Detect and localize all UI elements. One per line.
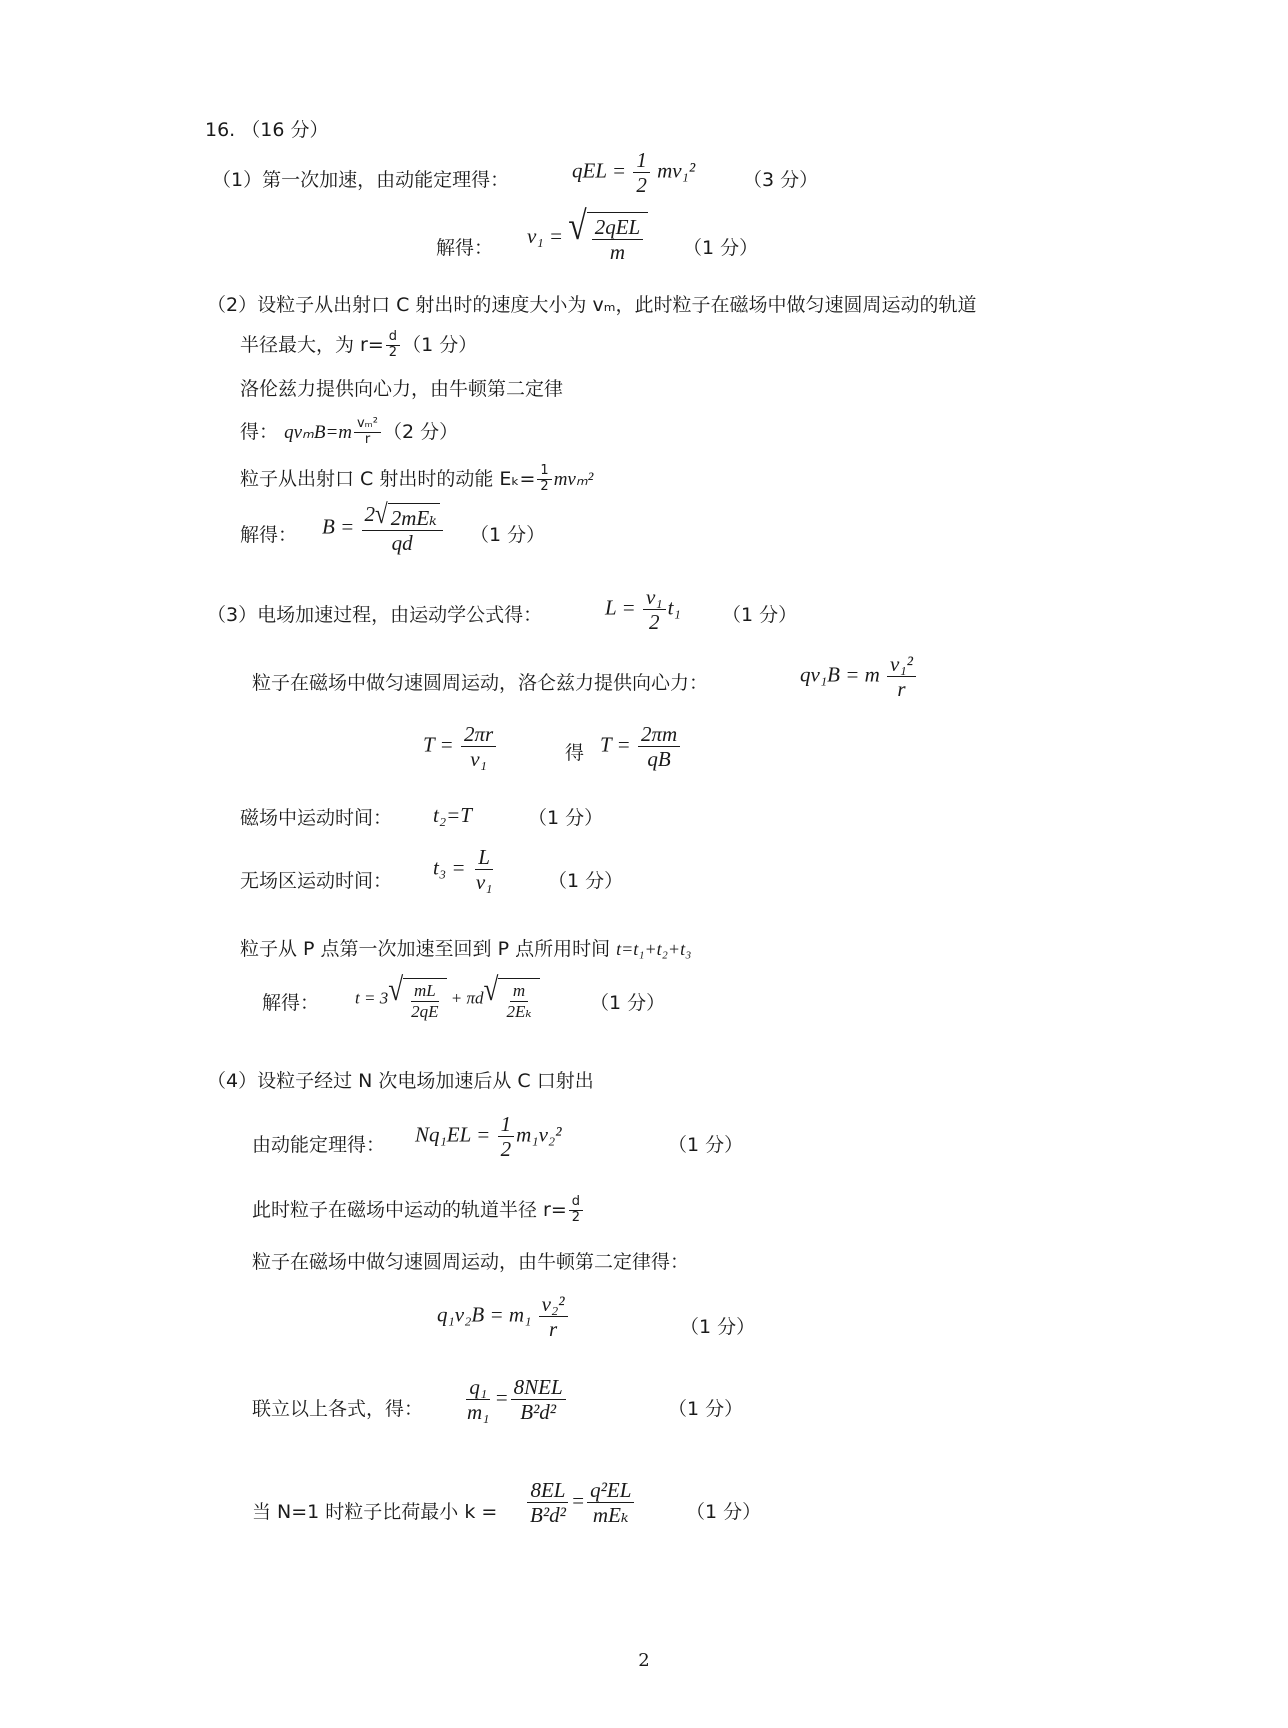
part2-line6-frac <box>362 497 443 555</box>
part4-line6-eq-sign: = <box>494 1385 509 1410</box>
part4-line7-eq-sign: = <box>570 1488 586 1513</box>
part4-line5-den: r <box>549 1317 558 1342</box>
part4-line5-num: v₂² <box>539 1292 568 1317</box>
part3-line5-text: 粒子从 P 点第一次加速至回到 P 点所用时间 <box>240 938 611 960</box>
part1-eq1-rhs: mv₁² <box>657 158 696 183</box>
part3-line4: 无场区运动时间： <box>240 870 393 892</box>
part2-line5-den: 2 <box>540 479 549 494</box>
part3-eq3b-frac <box>638 722 680 771</box>
part4-line6-score: （1 分） <box>668 1398 744 1420</box>
part2-line4-lhs: qvₘB=m <box>284 422 352 443</box>
part4-line5-eq <box>437 1292 570 1341</box>
part2-line6-lhs: B = <box>322 514 355 539</box>
part3-line5-eq: t=t₁+t₂+t₃ <box>616 939 692 959</box>
part2-line6-rad: 2mEₖ <box>388 503 440 530</box>
part3-line6-num2: m <box>510 981 528 1002</box>
part3-eq2-frac <box>887 652 916 701</box>
part4-line6-den1: m₁ <box>467 1400 490 1425</box>
part3-eq3-den: v₁ <box>470 747 487 772</box>
part4-line5-frac <box>539 1292 568 1341</box>
part3-line6-mid: + πd <box>450 988 484 1008</box>
part3-line5 <box>240 934 691 961</box>
part3-line6-num1: mL <box>411 981 439 1002</box>
part2-line2-den: 2 <box>388 345 398 360</box>
part3-line2: 粒子在磁场中做匀速圆周运动，洛仑兹力提供向心力： <box>252 672 709 694</box>
part3-line4-den: v₁ <box>475 870 493 895</box>
part4-line7-num2: q²EL <box>587 1478 634 1503</box>
part2-line5 <box>240 464 593 495</box>
part1-eq1 <box>572 148 695 197</box>
part3-eq1-score: （1 分） <box>722 604 798 626</box>
question-header: 16. （16 分） <box>205 119 329 141</box>
part3-eq2-lhs: qv₁B = m <box>800 662 880 687</box>
part3-line6-frac1 <box>408 981 441 1021</box>
part2-line6-label: 解得： <box>240 524 298 546</box>
part4-line7: 当 N=1 时粒子比荷最小 k = <box>252 1501 498 1523</box>
part3-line6-lhs: t = 3 <box>355 988 389 1008</box>
part2-line6-den: qd <box>391 530 413 555</box>
part1-eq1-lhs: qEL = <box>572 158 627 183</box>
part1-sol-label: 解得： <box>436 237 494 259</box>
part3-line6-den1: 2qE <box>411 1001 439 1021</box>
part1-sol-num: 2qEL <box>592 215 644 240</box>
part3-line3-score: （1 分） <box>528 807 604 829</box>
part2-line4-score: （2 分） <box>383 421 459 443</box>
part1-sol-frac <box>592 215 644 264</box>
part3-eq1-num: v₁ <box>643 585 666 610</box>
part1-eq1-den: 2 <box>636 173 647 198</box>
part2-line2 <box>240 330 477 361</box>
part3-eq3b <box>600 722 682 771</box>
part2-line1: （2）设粒子从出射口 C 射出时的速度大小为 vₘ，此时粒子在磁场中做匀速圆周运动的轨道 <box>207 294 977 316</box>
part3-eq1-den: 2 <box>649 610 660 635</box>
part3-line6-frac2 <box>503 981 534 1021</box>
part1-sol-score: （1 分） <box>683 237 759 259</box>
part3-line6-den2: 2Eₖ <box>506 1001 532 1021</box>
part3-eq2-num: v₁² <box>887 652 916 677</box>
part4-line2-num: 1 <box>498 1112 515 1137</box>
part3-eq1-lhs: L = <box>605 595 636 620</box>
part4-line2-frac <box>498 1112 515 1161</box>
part3-eq1 <box>605 585 681 634</box>
part2-line2-prefix: 半径最大，为 r= <box>240 334 384 356</box>
part3-line3: 磁场中运动时间： <box>240 807 393 829</box>
part4-line7-eq <box>525 1478 636 1527</box>
part4-line2: 由动能定理得： <box>252 1134 386 1156</box>
part4-line5-score: （1 分） <box>680 1316 756 1338</box>
part3-line4-frac <box>473 845 496 894</box>
part4-line2-den: 2 <box>500 1137 512 1162</box>
part2-line2-num: d <box>386 330 400 346</box>
part4-line6-frac2 <box>511 1375 566 1424</box>
part1-eq1-frac <box>633 148 650 197</box>
part1-eq1-score: （3 分） <box>743 169 819 191</box>
part4-line5-lhs: q₁v₂B = m₁ <box>437 1302 532 1327</box>
part3-line4-score: （1 分） <box>548 870 624 892</box>
part4-line6-eq <box>462 1375 568 1424</box>
part3-line6-sqrt1: √ $\frac{mL}{2qE}$ <box>388 978 446 1021</box>
part1-label: （1）第一次加速，由动能定理得： <box>212 169 510 191</box>
part4-line7-frac1 <box>527 1478 569 1527</box>
part2-line6 <box>322 497 445 555</box>
part1-sol-lhs: v₁ = <box>527 223 564 248</box>
part4-line2-rhs: m₁v₂² <box>516 1122 562 1147</box>
part2-line5-prefix: 粒子从出射口 C 射出时的动能 Eₖ= <box>240 468 536 490</box>
part4-line3-frac <box>569 1195 583 1226</box>
part3-eq1-frac <box>643 585 666 634</box>
part1-sol <box>527 204 648 265</box>
part3-eq3-mid: 得 <box>565 742 585 764</box>
part4-line3-den: 2 <box>571 1210 581 1225</box>
part3-eq2 <box>800 652 918 701</box>
part2-line6-num <box>362 497 443 531</box>
part3-line6-sqrt2: √ $\frac{m}{\text{2Eₖ}}$ <box>484 978 540 1021</box>
part4-line2-score: （1 分） <box>668 1134 744 1156</box>
part2-line3: 洛伦兹力提供向心力，由牛顿第二定律 <box>240 378 564 400</box>
part3-eq3-lhs: T = <box>423 732 454 757</box>
part2-line5-num: 1 <box>537 464 551 480</box>
page-number: 2 <box>638 1650 650 1671</box>
part2-line2-frac <box>386 330 400 361</box>
part4-line3-prefix: 此时粒子在磁场中运动的轨道半径 r= <box>252 1199 567 1221</box>
part4-line7-score: （1 分） <box>686 1501 762 1523</box>
part3-eq3b-num: 2πm <box>638 722 680 747</box>
part1-sol-sqrt: √ $\frac{\text{2qEL}}{m}$ <box>568 212 648 264</box>
part4-line2-eq <box>415 1112 562 1161</box>
part2-line4-num: vₘ² <box>354 417 381 433</box>
part4-line6-num1: q₁ <box>466 1375 490 1400</box>
part4-line1: （4）设粒子经过 N 次电场加速后从 C 口射出 <box>207 1070 594 1092</box>
part3-eq3-num: 2πr <box>461 722 496 747</box>
part1-sol-den: m <box>609 240 626 265</box>
part2-line4-frac <box>354 417 381 448</box>
part4-line7-frac2 <box>587 1478 634 1527</box>
part3-eq3b-lhs: T = <box>600 732 631 757</box>
part4-line4: 粒子在磁场中做匀速圆周运动，由牛顿第二定律得： <box>252 1251 690 1273</box>
part3-eq2-den: r <box>897 677 906 702</box>
part3-eq3-frac <box>461 722 496 771</box>
part3-eq3b-den: qB <box>647 747 671 772</box>
part4-line2-lhs: Nq₁EL = <box>415 1122 491 1147</box>
part4-line6: 联立以上各式，得： <box>252 1398 424 1420</box>
part4-line7-num1: 8EL <box>527 1478 568 1503</box>
part2-line6-score: （1 分） <box>470 524 546 546</box>
part2-line6-sqrt: √ 2mEₖ <box>375 503 440 530</box>
part3-eq3 <box>423 722 498 771</box>
part4-line7-den2: mEₖ <box>592 1503 629 1528</box>
part4-line6-num2: 8NEL <box>511 1375 566 1400</box>
part2-line5-rhs: mvₘ² <box>553 469 594 490</box>
part3-line6-score: （1 分） <box>590 992 666 1014</box>
part2-line4 <box>240 417 458 448</box>
part3-line4-num: L <box>475 845 493 870</box>
part3-line6-label: 解得： <box>262 992 320 1014</box>
part4-line6-frac1 <box>464 1375 492 1424</box>
part2-line6-coef: 2 <box>364 502 375 526</box>
part3-line4-eq <box>433 845 497 894</box>
part4-line3 <box>252 1195 585 1226</box>
part2-line2-score: （1 分） <box>402 334 478 356</box>
part3-line6-eq <box>355 971 540 1021</box>
part3-line1: （3）电场加速过程，由运动学公式得： <box>207 604 543 626</box>
part3-eq1-rhs: t₁ <box>667 595 681 620</box>
part2-line4-den: r <box>364 432 371 447</box>
part4-line3-num: d <box>569 1195 583 1211</box>
part3-line4-lhs: t₃ = <box>433 855 466 880</box>
part3-line3-eq: t₂=T <box>433 803 472 827</box>
part2-line5-frac <box>537 464 551 495</box>
part4-line7-den1: B²d² <box>530 1503 566 1528</box>
part2-line4-prefix: 得： <box>240 421 279 443</box>
part4-line6-den2: B²d² <box>520 1400 557 1425</box>
part1-eq1-num: 1 <box>633 148 650 173</box>
